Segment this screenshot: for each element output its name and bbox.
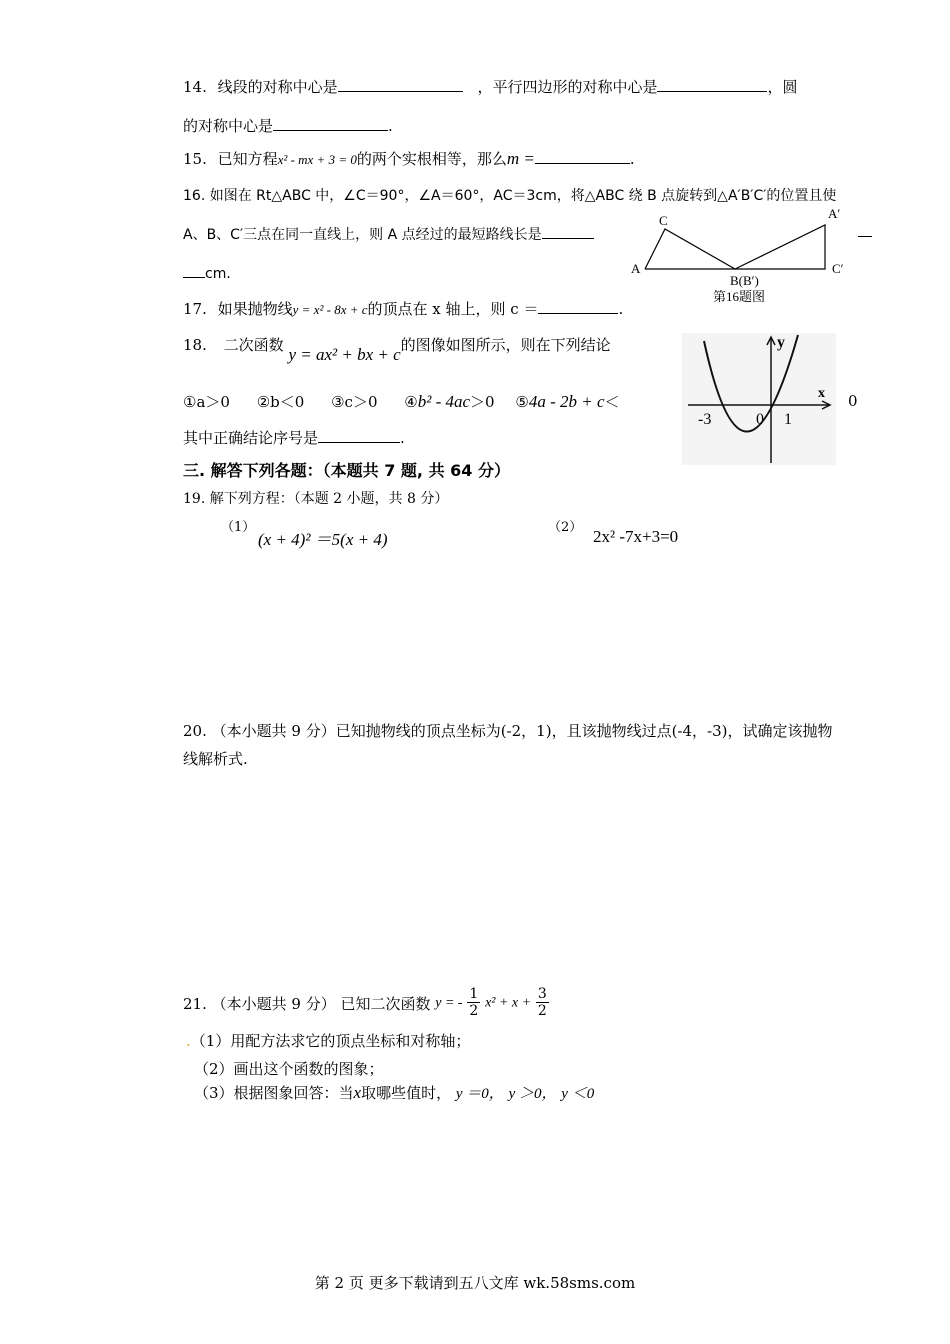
q16-blank-c[interactable] (183, 263, 205, 278)
q18-opt5-mark: ⑤ (515, 393, 529, 411)
q15-text1: 已知方程 (217, 150, 278, 168)
q16-line2 (183, 224, 594, 244)
fig-label-b: B(B′) (730, 273, 759, 288)
fig-label-a2: A′ (828, 206, 841, 221)
q18-number: 18. (183, 336, 207, 354)
graph-tick-neg3: -3 (698, 411, 712, 428)
q21-part3-c: y ＝0， (455, 1086, 504, 1102)
q18-opt2: ②b＜0 (256, 393, 305, 411)
q21-part3 (194, 1082, 594, 1103)
q16-figure (625, 205, 855, 305)
q21-part1 (186, 1030, 470, 1051)
q21-frac2-den: 2 (537, 1003, 547, 1019)
q15-text2: 的两个实根相等，那么 (356, 150, 507, 168)
page-footer: 第 2 页 更多下载请到五八文库 wk.58sms.com (314, 1274, 636, 1292)
q21-frac2-num: 3 (537, 986, 547, 1002)
q15-line (183, 148, 635, 169)
q18-line1 (183, 334, 611, 364)
triangle-a2b2c2 (735, 225, 825, 269)
q18-text2: 的图像如图所示，则在下列结论 (400, 336, 611, 354)
q21-part3-x: x (353, 1083, 362, 1102)
q14-text4: 的对称中心是 (183, 117, 274, 135)
q14-line2 (183, 115, 393, 136)
q18-text3: 其中正确结论序号是 (183, 429, 319, 447)
q18-opt4-expr: b² - 4ac (417, 392, 471, 411)
q19-part2-eq: 2x² -7x+3=0 (593, 527, 679, 546)
q16-text2: A、B、C′三点在同一直线上，则 A 点经过的最短路线长是 (183, 227, 542, 243)
q16-unit: cm. (205, 266, 231, 282)
q18-opt4 (404, 393, 494, 411)
triangle-abc (645, 229, 735, 269)
q19-title: 19. 解下列方程：（本题 2 小题，共 8 分） (183, 491, 449, 507)
q17-equation: y = x² - 8x + c (292, 302, 368, 317)
q18-opt3: ③c＞0 (331, 393, 378, 411)
q21-part3-d: y ＞0， (508, 1086, 557, 1102)
q18-opt5-rel: ＜ (604, 393, 620, 411)
q18-equation: y = ax² + bx + c (288, 345, 401, 364)
q14-number: 14. (183, 78, 207, 96)
graph-tick-0: 0 (756, 411, 764, 428)
graph-y-label: y (777, 334, 785, 351)
q21-eq-y: y = - (435, 995, 463, 1011)
q14-blank3[interactable] (273, 116, 388, 131)
section3-heading: 三. 解答下列各题：（本题共 7 题, 共 64 分） (183, 461, 510, 480)
q17-line (183, 298, 623, 319)
q19-part1-eq: (x + 4)² ＝5(x + 4) (258, 530, 388, 549)
q18-options (183, 391, 620, 412)
q16-line3 (183, 263, 231, 282)
q16-blank-a[interactable] (542, 224, 594, 239)
q18-blank[interactable] (318, 428, 400, 443)
q18-opt1: ①a＞0 (183, 393, 230, 411)
q21-frac2 (536, 986, 549, 1019)
q14-blank2[interactable] (657, 77, 767, 92)
q18-opt5 (515, 393, 619, 411)
q17-number: 17. (183, 300, 207, 318)
q21-title: 21. （本小题共 9 分） 已知二次函数 (183, 994, 431, 1013)
q18-zero: 0 (848, 392, 858, 410)
graph-tick-1: 1 (784, 411, 792, 428)
q21-frac1-num: 1 (469, 986, 479, 1002)
q21-part3-b: 取哪些值时， (361, 1084, 452, 1102)
q15-text3: . (629, 150, 635, 168)
q21-part3-e: y ＜0 (561, 1086, 595, 1102)
q18-opt5-expr: 4a - 2b + c (528, 392, 605, 411)
q18-text4: . (400, 429, 405, 447)
q17-blank[interactable] (538, 299, 618, 314)
q15-equation: x² - mx + 3 = 0 (277, 152, 357, 167)
q16-line1: 16. 如图在 Rt△ABC 中，∠C＝90°，∠A＝60°，AC＝3cm，将△ABC 绕 B 点旋转到△A′B′C′的位置且使 (183, 188, 837, 204)
q18-text1: 二次函数 (223, 336, 284, 354)
q21-eq-mid: x² + x + (485, 995, 532, 1011)
q18-opt4-mark: ④ (404, 393, 418, 411)
q21-part2: （2）画出这个函数的图象； (194, 1060, 384, 1078)
q14-text5: . (388, 117, 393, 135)
q21-head (183, 986, 549, 1019)
q14-text3: ，圆 (767, 78, 798, 96)
q19-part1-num: （1） (221, 520, 256, 535)
q20-line1: 20. （本小题共 9 分）已知抛物线的顶点坐标为(-2，1)，且该抛物线过点(-4，-3)，试确定该抛物 (183, 722, 833, 740)
q15-number: 15. (183, 150, 207, 168)
q15-blank[interactable] (535, 149, 630, 164)
q20-line2: 线解析式. (183, 750, 248, 768)
q14-text2: ，平行四边形的对称中心是 (477, 78, 658, 96)
q21-part1-text: （1）用配方法求它的顶点坐标和对称轴； (190, 1032, 471, 1050)
fig-caption: 第16题图 (713, 289, 766, 304)
q14-blank1[interactable] (338, 77, 463, 92)
q17-text1: 如果抛物线 (217, 300, 293, 318)
q19-part2-num: （2） (548, 520, 583, 535)
fig-label-c2: C′ (832, 261, 844, 276)
q21-frac1 (467, 986, 480, 1019)
q16-blank-b[interactable] (858, 222, 872, 237)
q14-text1: 线段的对称中心是 (217, 78, 338, 96)
q18-line3 (183, 427, 405, 448)
q14-line1 (183, 76, 797, 97)
fig-label-c: C (659, 213, 668, 228)
q18-graph (682, 333, 836, 465)
q17-text2: 的顶点在 x 轴上，则 c ＝ (367, 300, 539, 318)
q18-opt4-rel: ＞0 (470, 393, 495, 411)
fig-label-a: A (631, 261, 641, 276)
q21-part3-a: （3）根据图象回答：当 (194, 1084, 354, 1102)
graph-x-label: x (818, 386, 825, 401)
mark-dot: . (186, 1032, 191, 1050)
q15-m: m = (506, 149, 535, 168)
q21-frac1-den: 2 (469, 1003, 479, 1019)
q17-text3: . (618, 300, 624, 318)
